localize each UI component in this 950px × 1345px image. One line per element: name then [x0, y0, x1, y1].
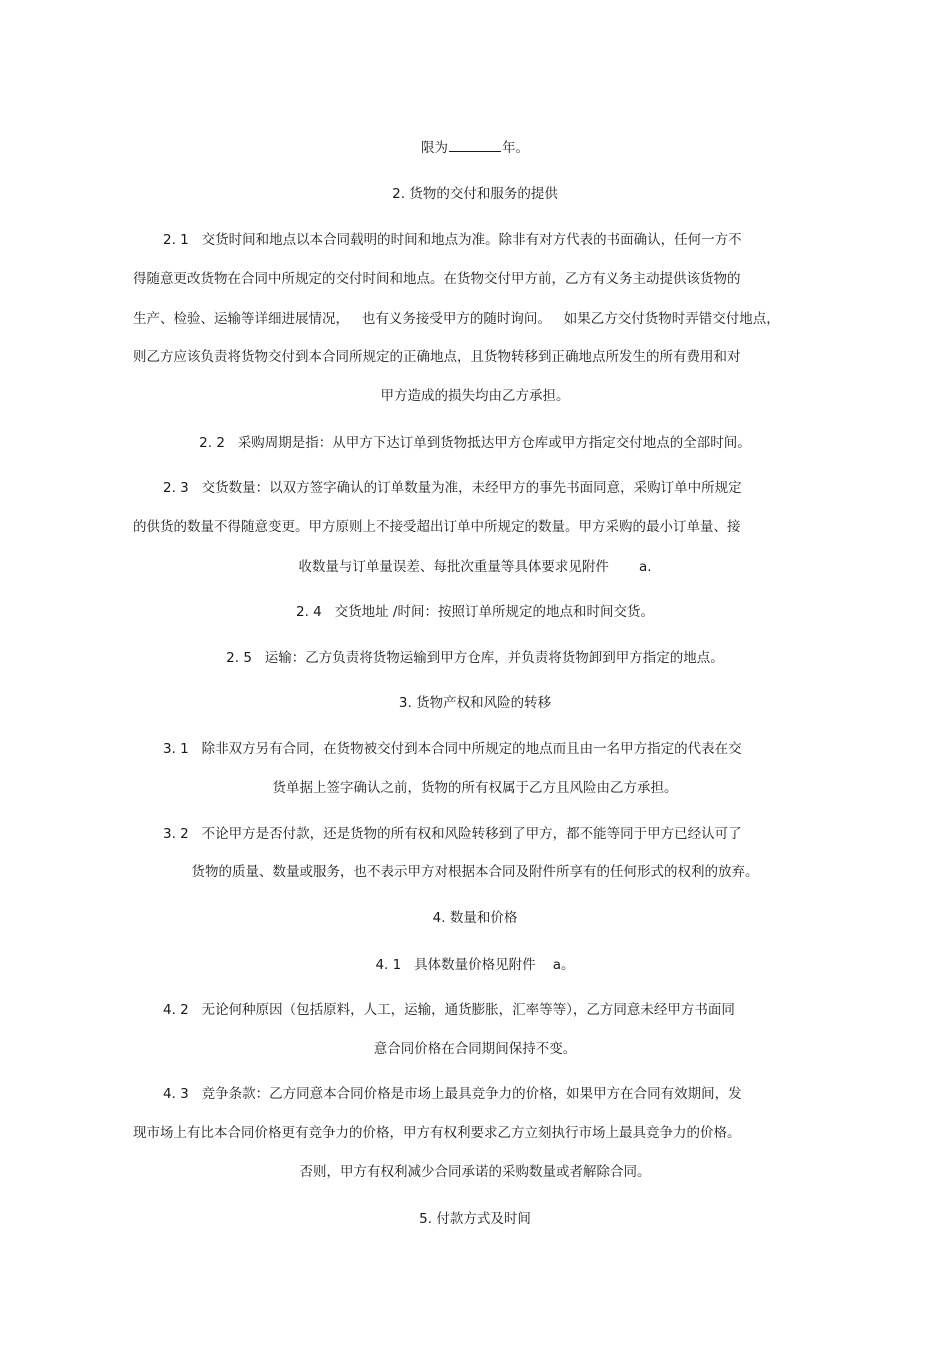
clause-3-1-line-2: 货单据上签字确认之前，货物的所有权属于乙方且风险由乙方承担。 [272, 780, 678, 796]
section-2-heading: 2. 货物的交付和服务的提供 [392, 186, 558, 202]
clause-2-5: 2. 5 运输：乙方负责将货物运输到甲方仓库，并负责将货物卸到甲方指定的地点。 [226, 650, 724, 666]
clause-2-2: 2. 2 采购周期是指：从甲方下达订单到货物抵达甲方仓库或甲方指定交付地点的全部时间。 [199, 435, 751, 451]
clause-4-2-line-1: 4. 2 无论何种原因（包括原料，人工，运输，通货膨胀，汇率等等），乙方同意未经甲方书面同 [163, 1002, 735, 1018]
clause-2-1-line-1: 2. 1 交货时间和地点以本合同载明的时间和地点为准。除非有对方代表的书面确认，任何一方不 [163, 232, 742, 248]
clause-4-3-line-2: 现市场上有比本合同价格更有竞争力的价格，甲方有权利要求乙方立刻执行市场上最具竞争力的价格。 [133, 1125, 741, 1141]
clause-2-1-line-5: 甲方造成的损失均由乙方承担。 [380, 388, 570, 404]
clause-4-1: 4. 1 具体数量价格见附件 a。 [375, 957, 575, 973]
section-4-heading: 4. 数量和价格 [432, 910, 518, 926]
clause-2-1-line-3: 生产、检验、运输等详细进展情况， 也有义务接受甲方的随时询问。 如果乙方交付货物时弄错交付地点， [133, 311, 780, 327]
clause-3-1-line-1: 3. 1 除非双方另有合同，在货物被交付到本合同中所规定的地点而且由一名甲方指定的代表在交 [163, 741, 742, 757]
clause-4-2-line-2: 意合同价格在合同期间保持不变。 [373, 1041, 577, 1057]
clause-3-2-line-2: 货物的质量、数量或服务，也不表示甲方对根据本合同及附件所享有的任何形式的权利的放弃。 [191, 864, 759, 880]
term-prefix: 限为 [421, 140, 448, 156]
clause-2-3-line-3: 收数量与订单量误差、每批次重量等具体要求见附件 a. [298, 559, 652, 575]
clause-2-3-line-1: 2. 3 交货数量：以双方签字确认的订单数量为准，未经甲方的事先书面同意，采购订单中所规定 [163, 480, 742, 496]
term-suffix: 年。 [502, 140, 529, 156]
section-5-heading: 5. 付款方式及时间 [419, 1211, 531, 1227]
clause-3-2-line-1: 3. 2 不论甲方是否付款，还是货物的所有权和风险转移到了甲方，都不能等同于甲方已经认可了 [163, 826, 742, 842]
term-blank [449, 139, 501, 152]
clause-4-3-line-1: 4. 3 竞争条款：乙方同意本合同价格是市场上最具竞争力的价格，如果甲方在合同有效期间，发 [163, 1086, 742, 1102]
section-3-heading: 3. 货物产权和风险的转移 [398, 695, 552, 711]
clause-2-4: 2. 4 交货地址 /时间：按照订单所规定的地点和时间交货。 [296, 604, 654, 620]
clause-4-3-line-3: 否则，甲方有权利减少合同承诺的采购数量或者解除合同。 [299, 1164, 651, 1180]
clause-2-1-line-4: 则乙方应该负责将货物交付到本合同所规定的正确地点，且货物转移到正确地点所发生的所有费用和对 [133, 349, 741, 365]
clause-2-3-line-2: 的供货的数量不得随意变更。甲方原则上不接受超出订单中所规定的数量。甲方采购的最小订单量、接 [133, 519, 741, 535]
contract-term-line [0, 139, 950, 157]
clause-2-1-line-2: 得随意更改货物在合同中所规定的交付时间和地点。在货物交付甲方前，乙方有义务主动提供该货物的 [133, 271, 741, 287]
